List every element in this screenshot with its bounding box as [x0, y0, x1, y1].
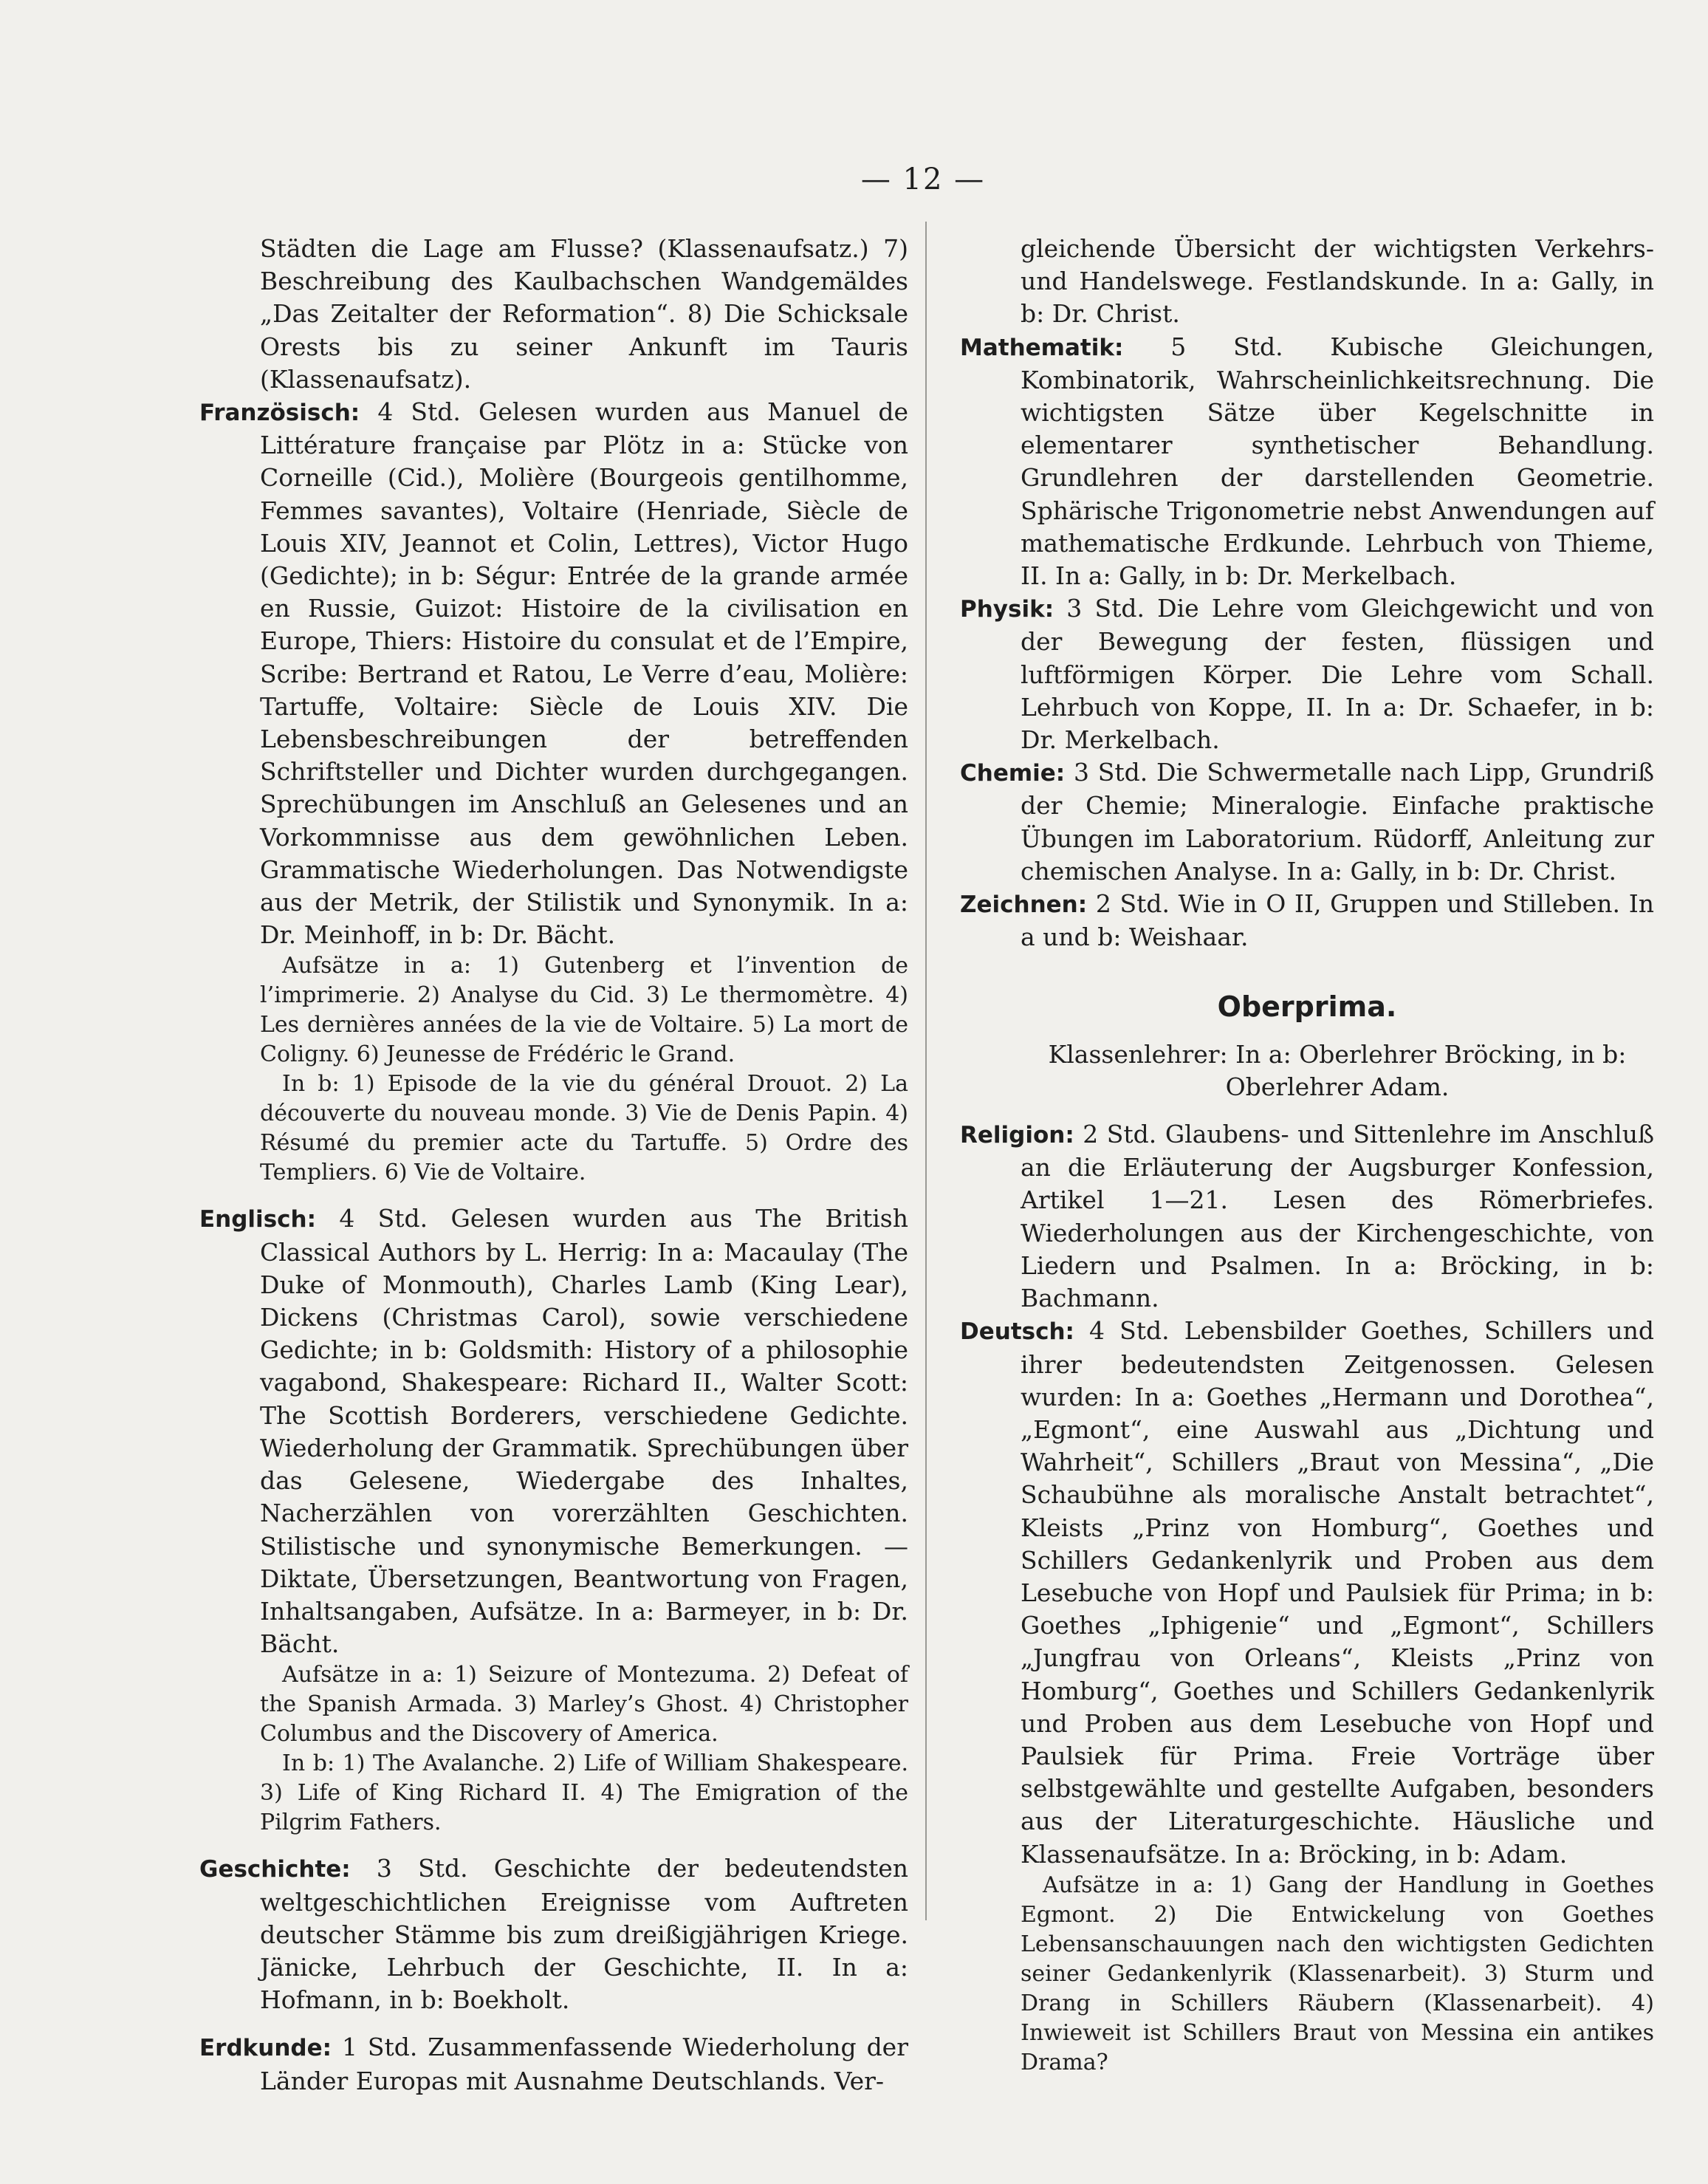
section-franzoesisch [199, 396, 908, 951]
section-erdkunde [199, 2031, 908, 2097]
section-text: 3 Std. Die Lehre vom Gleichgewicht und von der Bewegung der festen, flüssigen und luftförmigen Körper. Die Lehre vom Schall. Lehrbuch von Koppe, II. In a: Dr. Schaefer, in b: Dr. Merkelbach. [1021, 594, 1654, 755]
subject-label: Chemie: [960, 760, 1066, 787]
subject-label: Geschichte: [199, 1856, 351, 1883]
section-mathematik [960, 331, 1654, 593]
paragraph-aufsaetze-continued: Städten die Lage am Flusse? (Klassenaufsatz.) 7) Beschreibung des Kaulbachschen Wandgemäldes „Das Zeitalter der Reformation“. 8) Die Schicksale Orests bis zu seiner Ankunft im Tauris (Klassenaufsatz). [260, 234, 908, 394]
section-englisch [199, 1202, 908, 1660]
section-text: 5 Std. Kubische Gleichungen, Kombinatorik, Wahrscheinlichkeitsrechnung. Die wichtigsten Sätze über Kegelschnitte in elementarer synthetischer Behandlung. Grundlehren der darstellenden Geometrie. Sphärische Trigonometrie nebst Anwendungen auf mathematische Erdkunde. Lehrbuch von Thieme, II. In a: Gally, in b: Dr. Merkelbach. [1021, 332, 1654, 591]
section-text: 2 Std. Wie in O II, Gruppen und Stilleben. In a und b: Weishaar. [1021, 889, 1654, 952]
section-text: 4 Std. Gelesen wurden aus The British Classical Authors by L. Herrig: In a: Macaulay (The Duke of Monmouth), Charles Lamb (King Lear), Dickens (Christmas Carol), sowie verschiedene Gedichte; in b: Goldsmith: History of a philosophie vagabond, Shakespeare: Richard II., Walter Scott: The Scottish Borderers, verschiedene Gedichte. Wiederholung der Grammatik. Sprechübungen über das Gelesene, Wiedergabe des Inhaltes, Nacherzählen von vorerzählten Geschichten. Stilistische und synonymische Bemerkungen. — Diktate, Übersetzungen, Beantwortung von Fragen, Inhaltsangaben, Aufsätze. In a: Barmeyer, in b: Dr. Bächt. [260, 1204, 908, 1659]
column-divider [925, 222, 927, 1920]
subject-label: Physik: [960, 596, 1054, 623]
section-text: 3 Std. Die Schwermetalle nach Lipp, Grundriß der Chemie; Mineralogie. Einfache praktische Übungen im Laboratorium. Rüdorff, Anleitung zur chemischen Analyse. In a: Gally, in b: Dr. Christ. [1021, 758, 1654, 886]
section-text: 3 Std. Geschichte der bedeutendsten weltgeschichtlichen Ereignisse vom Auftreten deutscher Stämme bis zum dreißigjährigen Kriege. Jänicke, Lehrbuch der Geschichte, II. In a: Hofmann, in b: Boekholt. [260, 1854, 908, 2015]
englisch-aufsaetze-b: In b: 1) The Avalanche. 2) Life of William Shakespeare. 3) Life of King Richard II. 4) The Emigration of the Pilgrim Fathers. [260, 1750, 908, 1836]
paragraph-erdkunde-continued: gleichende Übersicht der wichtigsten Verkehrs- und Handelswege. Festlandskunde. In a: Gally, in b: Dr. Christ. [1021, 234, 1654, 329]
heading-oberprima: Oberprima. [1217, 990, 1397, 1024]
subject-label: Englisch: [199, 1206, 316, 1233]
franzoesisch-aufsaetze-b: In b: 1) Episode de la vie du général Drouot. 2) La découverte du nouveau monde. 3) Vie de Denis Papin. 4) Résumé du premier acte du Tartuffe. 5) Ordre des Templiers. 6) Vie de Voltaire. [260, 1071, 908, 1186]
deutsch-aufsaetze-a: Aufsätze in a: 1) Gang der Handlung in Goethes Egmont. 2) Die Entwickelung von Goethes Lebensanschauungen nach den wichtigsten Gedichten seiner Gedankenlyrik (Klassenarbeit). 3) Sturm und Drang in Schillers Räubern (Klassenarbeit). 4) Inwieweit ist Schillers Braut von Messina ein antikes Drama? [1021, 1872, 1654, 2075]
left-column [199, 233, 908, 2098]
section-text: 4 Std. Gelesen wurden aus Manuel de Littérature française par Plötz in a: Stücke von Corneille (Cid.), Molière (Bourgeois gentilhomme, Femmes savantes), Voltaire (Henriade, Siècle de Louis XIV, Jeannot et Colin, Lettres), Victor Hugo (Gedichte); in b: Ségur: Entrée de la grande armée en Russie, Guizot: Histoire de la civilisation en Europe, Thiers: Histoire du consulat et de l’Empire, Scribe: Bertrand et Ratou, Le Verre d’eau, Molière: Tartuffe, Voltaire: Siècle de Louis XIV. Die Lebensbeschreibungen der betreffenden Schriftsteller und Dichter wurden durchgegangen. Sprechübungen im Anschluß an Gelesenes und an Vorkommnisse aus dem gewöhnlichen Leben. Grammatische Wiederholungen. Das Notwendigste aus der Metrik, der Stilistik und Synonymik. In a: Dr. Meinhoff, in b: Dr. Bächt. [260, 397, 908, 950]
right-column [960, 233, 1654, 2078]
subject-label: Religion: [960, 1122, 1074, 1149]
section-text: 2 Std. Glaubens- und Sittenlehre im Anschluß an die Erläuterung der Augsburger Konfession, Artikel 1—21. Lesen des Römerbriefes. Wiederholungen aus der Kirchengeschichte, von Liedern und Psalmen. In a: Bröcking, in b: Bachmann. [1021, 1120, 1654, 1313]
section-text: 4 Std. Lebensbilder Goethes, Schillers und ihrer bedeutendsten Zeitgenossen. Gelesen wurden: In a: Goethes „Hermann und Dorothea“, „Egmont“, eine Auswahl aus „Dichtung und Wahrheit“, Schillers „Braut von Messina“, „Die Schaubühne als moralische Anstalt betrachtet“, Kleists „Prinz von Homburg“, Goethes und Schillers Gedankenlyrik und Proben aus dem Lesebuche von Hopf und Paulsiek für Prima; in b: Goethes „Iphigenie“ und „Egmont“, Schillers „Jungfrau von Orleans“, Kleists „Prinz von Homburg“, Goethes und Schillers Gedankenlyrik und Proben aus dem Lesebuche von Hopf und Paulsiek für Prima. Freie Vorträge über selbstgewählte und gestellte Aufgaben, besonders aus der Literaturgeschichte. Häusliche und Klassenaufsätze. In a: Bröcking, in b: Adam. [1021, 1316, 1654, 1869]
subject-label: Erdkunde: [199, 2035, 332, 2062]
section-religion [960, 1118, 1654, 1315]
section-geschichte [199, 1852, 908, 2016]
section-chemie [960, 756, 1654, 888]
section-zeichnen [960, 888, 1654, 954]
section-deutsch [960, 1315, 1654, 1870]
klassenlehrer: Klassenlehrer: In a: Oberlehrer Bröcking, in b: Oberlehrer Adam. [1048, 1039, 1627, 1101]
section-physik [960, 592, 1654, 756]
subject-label: Mathematik: [960, 334, 1124, 361]
subject-label: Deutsch: [960, 1318, 1074, 1346]
subject-label: Französisch: [199, 400, 360, 427]
subject-label: Zeichnen: [960, 891, 1088, 919]
franzoesisch-aufsaetze-a: Aufsätze in a: 1) Gutenberg et l’invention de l’imprimerie. 2) Analyse du Cid. 3) Le thermomètre. 4) Les dernières années de la vie de Voltaire. 5) La mort de Coligny. 6) Jeunesse de Frédéric le Grand. [260, 953, 908, 1068]
page-number: — 12 — [860, 162, 986, 196]
section-text: 1 Std. Zusammenfassende Wiederholung der Länder Europas mit Ausnahme Deutschlands. Ver- [260, 2033, 908, 2095]
englisch-aufsaetze-a: Aufsätze in a: 1) Seizure of Montezuma. 2) Defeat of the Spanish Armada. 3) Marley’s Ghost. 4) Christopher Columbus and the Discovery of America. [260, 1662, 908, 1747]
